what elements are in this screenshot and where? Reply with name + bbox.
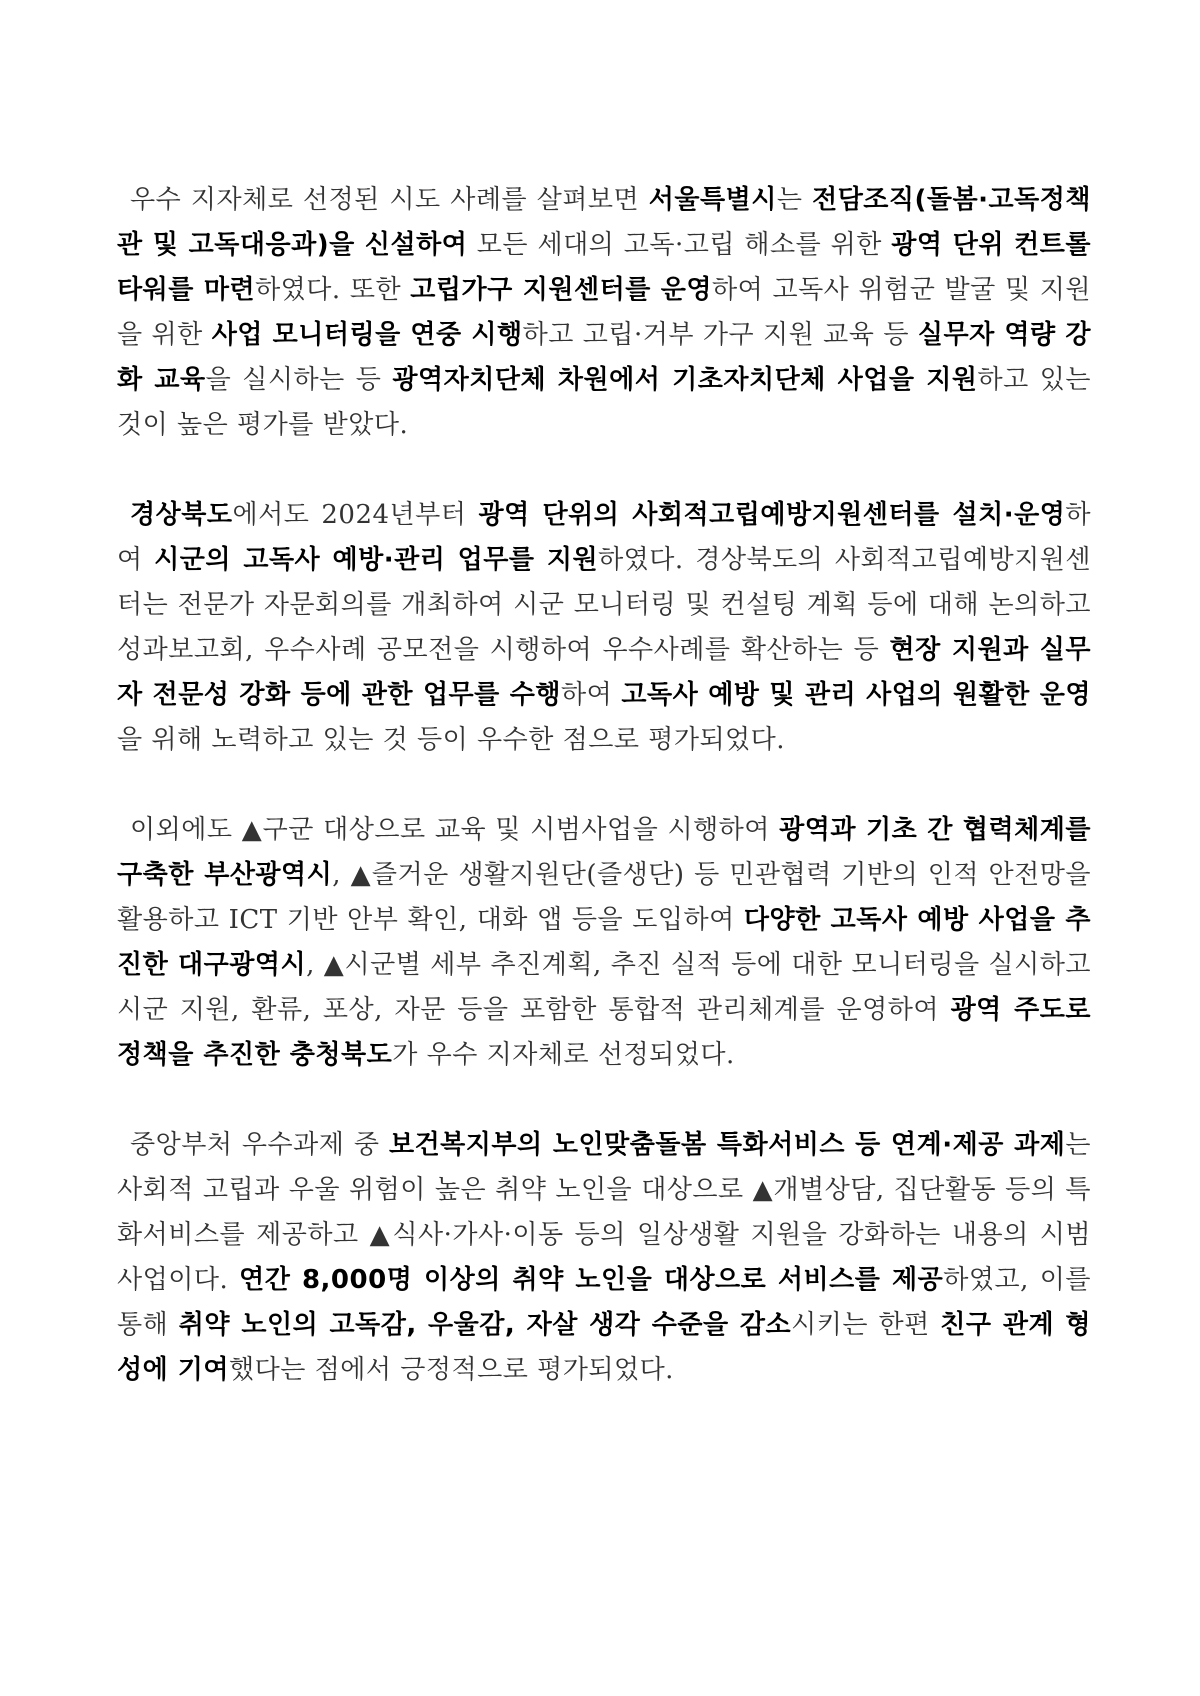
bold-text-segment: 취약 노인의 고독감, 우울감, 자살 생각 수준을 감소: [178, 1310, 792, 1340]
bold-text-segment: 광역 단위의 사회적고립예방지원센터를 설치·운영: [478, 500, 1066, 530]
text-segment: 에서도 2024년부터: [232, 500, 479, 530]
text-segment: 했다는 점에서 긍정적으로 평가되었다.: [229, 1355, 674, 1385]
bold-text-segment: 전담조직(돌봄·고독정책관 및 고독대응과)을 신설하여: [117, 185, 1091, 260]
text-segment: 하였다. 경상북도의 사회적고립예방지원센터는 전문가 자문회의를 개최하여 시군 모니터링 및 컨설팅 계획 등에 대해 논의하고 성과보고회, 우수사례 공모전을 시행하여 우수사례를 확산하는 등: [117, 545, 1091, 665]
text-segment: 을 위해 노력하고 있는 것 등이 우수한 점으로 평가되었다.: [117, 725, 786, 755]
text-segment: 우수 지자체로 선정된 시도 사례를 살펴보면: [130, 185, 649, 215]
text-segment: 는 사회적 고립과 우울 위험이 높은 취약 노인을 대상으로 ▲개별상담, 집단활동 등의 특화서비스를 제공하고 ▲식사·가사·이동 등의 일상생활 지원을 강화하는 내용의 시범사업이다.: [117, 1130, 1092, 1295]
text-segment: 하였다. 또한: [255, 275, 411, 305]
document-page: [117, 178, 1091, 1438]
text-segment: 하여: [117, 500, 1091, 575]
text-segment: , ▲시군별 세부 추진계획, 추진 실적 등에 대한 모니터링을 실시하고 시군 지원, 환류, 포상, 자문 등을 포함한 통합적 관리체계를 운영하여: [117, 950, 1091, 1025]
bold-text-segment: 광역과 기초 간 협력체계를 구축한 부산광역시: [117, 815, 1091, 890]
paragraph-others: [117, 808, 1091, 1078]
bold-text-segment: 현장 지원과 실무자 전문성 강화 등에 관한 업무를 수행: [117, 635, 1092, 710]
text-segment: 하여 고독사 위험군 발굴 및 지원을 위한: [117, 275, 1091, 350]
bold-text-segment: 서울특별시: [648, 185, 777, 215]
text-segment: 시키는 한편: [791, 1310, 941, 1340]
bold-text-segment: 보건복지부의 노인맞춤돌봄 특화서비스 등 연계·제공 과제: [388, 1130, 1066, 1160]
bold-text-segment: 실무자 역량 강화 교육: [117, 320, 1091, 395]
bold-text-segment: 고립가구 지원센터를 운영: [410, 275, 713, 305]
paragraph-central-ministry: [117, 1123, 1091, 1393]
bold-text-segment: 고독사 예방 및 관리 사업의 원활한 운영: [621, 680, 1091, 710]
paragraph-gyeongbuk: [117, 493, 1091, 763]
text-segment: 는: [776, 185, 813, 215]
text-segment: 하고 있는 것이 높은 평가를 받았다.: [117, 365, 1091, 440]
bold-text-segment: 광역 단위 컨트롤 타워를 마련: [117, 230, 1091, 305]
bold-text-segment: 시군의 고독사 예방·관리 업무를 지원: [154, 545, 599, 575]
text-segment: 하고 고립·거부 가구 지원 교육 등: [522, 320, 918, 350]
bold-text-segment: 연간 8,000명 이상의 취약 노인을 대상으로 서비스를 제공: [239, 1265, 944, 1295]
text-segment: , ▲즐거운 생활지원단(즐생단) 등 민관협력 기반의 인적 안전망을 활용하고 ICT 기반 안부 확인, 대화 앱 등을 도입하여: [117, 860, 1091, 935]
text-segment: 을 실시하는 등: [205, 365, 393, 395]
text-segment: 하였고, 이를 통해: [117, 1265, 1091, 1340]
bold-text-segment: 사업 모니터링을 연중 시행: [211, 320, 523, 350]
bold-text-segment: 광역자치단체 차원에서 기초자치단체 사업을 지원: [392, 365, 978, 395]
text-segment: 중앙부처 우수과제 중: [130, 1130, 389, 1160]
bold-text-segment: 다양한 고독사 예방 사업을 추진한 대구광역시: [117, 905, 1091, 980]
text-segment: 모든 세대의 고독·고립 해소를 위한: [467, 230, 892, 260]
text-segment: 가 우수 지자체로 선정되었다.: [392, 1040, 735, 1070]
bold-text-segment: 친구 관계 형성에 기여: [117, 1310, 1092, 1385]
bold-text-segment: 광역 주도로 정책을 추진한 충청북도: [117, 995, 1091, 1070]
text-segment: 하여: [560, 680, 622, 710]
paragraph-seoul: [117, 178, 1091, 448]
bold-text-segment: 경상북도: [130, 500, 233, 530]
text-segment: 이외에도 ▲구군 대상으로 교육 및 시범사업을 시행하여: [130, 815, 780, 845]
